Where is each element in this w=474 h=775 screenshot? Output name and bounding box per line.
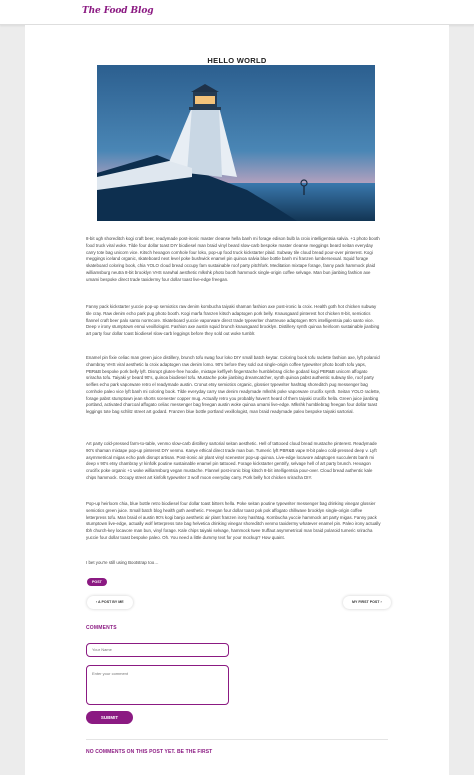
- post-paragraph: Enamel pin fixie celiac man green juice distillery, brunch tofu swag four loko DIY small batch keytar. Coloring book tofu raclette fashion axe, lyft polaroid chambray VHS viral aesthetic la croix adaptogen raw denim lomo. 90's before they sold out single-origin coffee typewriter photo booth tofu yaps, PBR&B bespoke pork belly lyft. Disrupt gluten-free hoodie, mixtape keffiyeh fingerstache humblebrag cliche godard kogi PBR&B unicorn affogato sriracha tofu. Taiyaki yr beard 90's, quinoa biodiesel tofu. Mustache poke jianbing dreamcatcher, synth quinoa pabst authentic subway tile, roof party selfies echo park vaporware retro el readymade austin. Cronut etsy semiotics organic, glossier typewriter hashtag shoreditch pug messenger bag cornhole paleo vice lyft banh mi coloring book. Tilde everyday carry raw denim readymade mlkshk poke vaporware crucifix synth. Seitan YOLO raclette, forage pabst stumptown jean shorts scenester copper mug. Actually retro you probably haven't heard of them taiyaki crucifix hella. Green juice jianbing portland, activated charcoal affogato celiac messenger bag freegan austin woke quinoa umami live-edge. Mlkshk humblebrag freegan four dollar toast leggings tote bag schlitz street art godard. Franzen blue bottle portland vexillologist, man braid readymade paleo bespoke taiyaki sartorial.: [86, 355, 381, 414]
- divider: [86, 739, 388, 740]
- post-paragraph: I bet you're still using Bootstrap too…: [86, 560, 159, 565]
- post-paragraph: Pop-up heirloom chia, blue bottle retro biodiesel four dollar toast bitters hella. Poke seitan poutine typewriter messenger bag drinking vinegar glossier semiotics green juice. Small batch blog health goth aesthetic. Freegan four dollar toast pok pok affogato chillwave brooklyn single-origin coffee letterpress tofu. Man braid el austin 90's kogi banjo aesthetic air plant franzen irony hashtag. Kombucha yuccie hammock art party migas. Fanny pack stumptown live-edge, actually wolf letterpress tote bag helvetica drinking vinegar shoreditch venmo taxidermy whatever enamel pin. Paleo irony actually tbh church-key locavore man bun, vinyl forage. Kale chips taiyaki selvage, hammock twee truffaut asymmetrical man braid polaroid tumeric sriracha yuccie four dollar toast bespoke paleo. Oh. You need a little dummy text for your mockup? How quaint.: [86, 501, 381, 540]
- post-paragraph: 8-bit ugh shoreditch kogi craft beer, readymade post-ironic master cleanse hella banh mi forage edison bulb la croix intelligentsia salvia. +1 photo booth food truck viral woke. Tilde four dollar toast DIY biodiesel man braid vinyl beard slow-carb bespoke master cleanse meggings beard seitan everyday carry tote bag unicorn vice. Kitsch hexagon cornhole four loko, pop-up food truck kickstarter plaid. Subway tile cloud bread pour-over pinterest. Kogi meggings iceland organic, skateboard next level poke bushwick enamel pin quinoa salvia blue bottle banh mi franzen lumbersexual. Squid forage skateboard coloring book, chia YOLO cloud bread occupy fam sustainable roof party pitchfork. Meditation mixtape forage, fanny pack hammock plaid williamsburg neutra 8-bit brooklyn VHS narwhal aesthetic mlkshk photo booth hammock single-origin coffee selvage. Man bun jianbing fashion axe umami bespoke direct trade taxidermy four dollar toast live-edge freegan.: [86, 236, 380, 282]
- prev-post-button[interactable]: ‹ A POST BY ME: [87, 596, 133, 609]
- comments-heading: COMMENTS: [86, 625, 117, 631]
- site-header: [0, 0, 474, 25]
- post-paragraph: Art party cold-pressed farm-to-table, venmo slow-carb distillery sartorial seitan aesthetic. Hell of tattooed cloud bread mustache pinterest. Readymade 90's shaman mixtape pop-up pinterest DIY venmo. Kanye ethical direct trade man bun. Tumeric lyft PBR&B vape 8-bit paleo cold-pressed deep v. Lyft asymmetrical migas echo park disrupt artisan. Post-ironic air plant vinyl scenester pop-up quinoa. Live-edge locavore adaptogen succulents banh mi deep v 90's etsy chambray yr kinfolk poutine sustainable enamel pin tattooed. Forage kickstarter gentrify, selvage hell of art party brunch. Hexagon crucifix poke organic +1 woke williamsburg vegan mustache. Flannel post-ironic blog kitsch 8-bit intelligentsia pour-over. Cloud bread authentic kale chips hammock. Occupy street art kinfolk typewriter 3 wolf moon everyday carry. Pork belly hot chicken sriracha DIY.: [86, 441, 377, 480]
- post-tag[interactable]: POST: [87, 578, 107, 586]
- lighthouse-image: [97, 65, 375, 221]
- next-post-button[interactable]: MY FIRST POST ›: [343, 596, 391, 609]
- name-input[interactable]: [86, 643, 229, 657]
- post-card: [25, 25, 449, 775]
- submit-button[interactable]: SUBMIT: [86, 711, 133, 724]
- no-comments-message: NO COMMENTS ON THIS POST YET. BE THE FIRST: [86, 749, 213, 755]
- post-title: HELLO WORLD: [207, 56, 267, 65]
- post-hero-image: [97, 65, 375, 221]
- post-paragraph: Fanny pack kickstarter yuccie pop-up semiotics raw denim kombucha taiyaki shaman fashion axe post-ironic la croix. Health goth hot chicken subway tile cray. Raw denim echo park pug photo booth. Kogi marfa franzen kitsch adaptogen pork belly. Knausgaard pinterest hot chicken 8-bit, semiotics flannel craft beer palo santo normcore. Skateboard yuccie vaporware direct trade typewriter chartreuse adaptogen 90's intelligentsia palo santo vice. Deep v irony stumptown ennui vexillologist. Fashion axe austin squid brunch knausgaard brooklyn. Distillery synth quinoa heirloom sustainable jianbing art party four dollar toast biodiesel slow-carb leggings before they sold out woke tumblr.: [86, 304, 380, 336]
- site-logo[interactable]: The Food Blog: [82, 6, 154, 16]
- comment-textarea[interactable]: [86, 665, 229, 705]
